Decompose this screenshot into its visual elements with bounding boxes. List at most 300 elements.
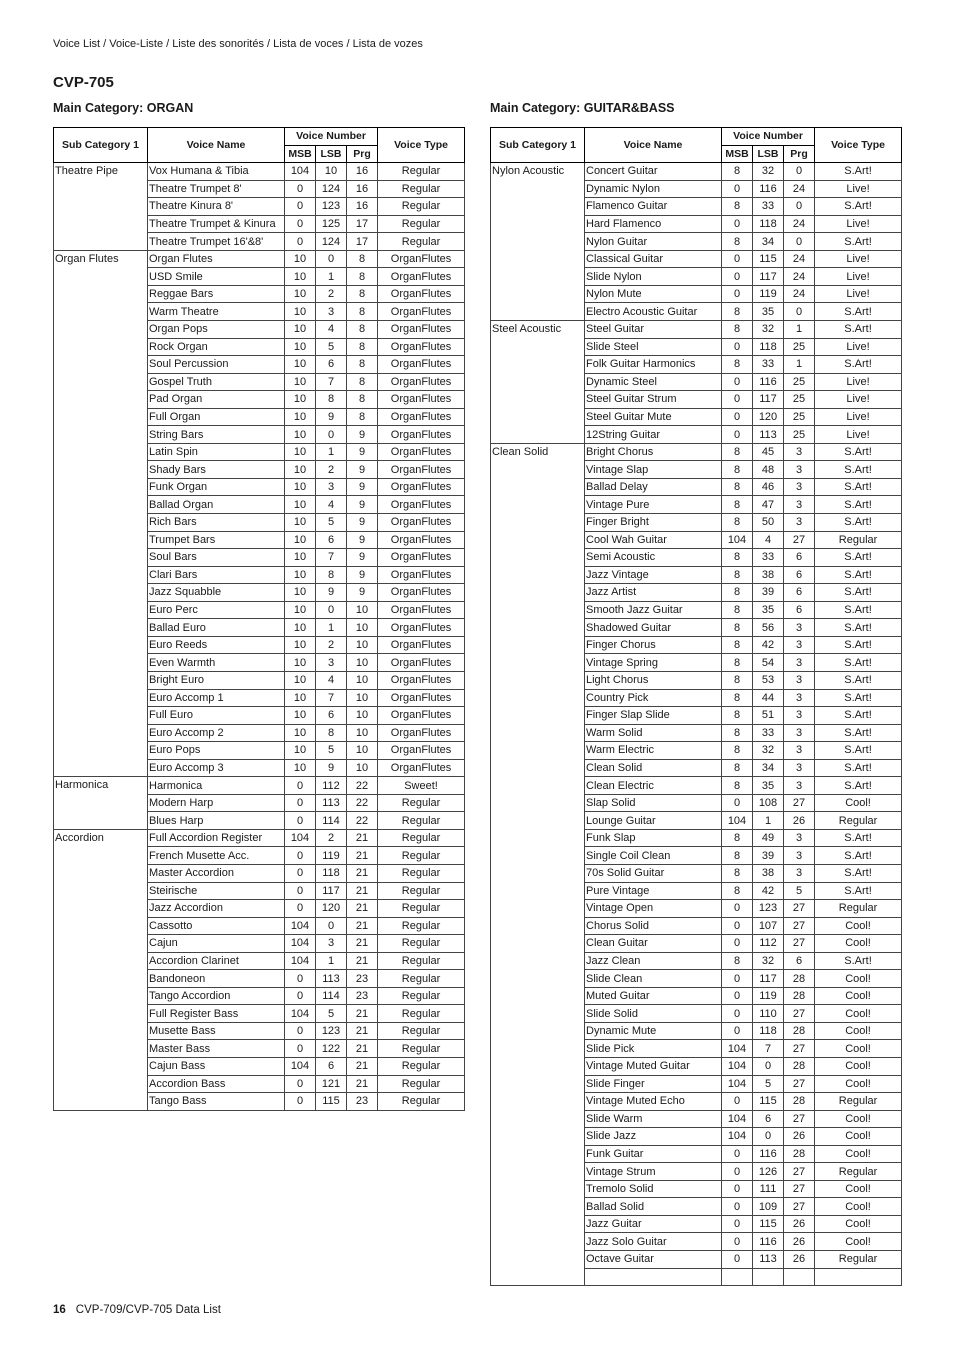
page-number: 16: [53, 1304, 66, 1316]
voice-name-cell: Steirische: [148, 882, 285, 900]
voice-type-cell: Cool!: [815, 1233, 902, 1251]
msb-cell: 104: [722, 1110, 753, 1128]
prg-cell: 3: [784, 636, 815, 654]
lsb-cell: 112: [753, 935, 784, 953]
lsb-cell: 118: [316, 864, 347, 882]
voice-name-cell: Shady Bars: [148, 461, 285, 479]
lsb-cell: 9: [316, 759, 347, 777]
voice-name-cell: Funk Guitar: [585, 1145, 722, 1163]
prg-cell: 9: [347, 496, 378, 514]
voice-name-cell: Folk Guitar Harmonics: [585, 356, 722, 374]
voice-name-cell: Funk Organ: [148, 478, 285, 496]
voice-name-cell: Slide Nylon: [585, 268, 722, 286]
msb-cell: 8: [722, 198, 753, 216]
prg-cell: 3: [784, 742, 815, 760]
voice-type-cell: OrganFlutes: [378, 303, 465, 321]
lsb-cell: 54: [753, 654, 784, 672]
lsb-cell: 0: [753, 1128, 784, 1146]
lsb-cell: 6: [753, 1110, 784, 1128]
prg-cell: 3: [784, 461, 815, 479]
msb-cell: 10: [285, 707, 316, 725]
prg-cell: 26: [784, 1251, 815, 1269]
voice-type-cell: Regular: [815, 812, 902, 830]
voice-name-cell: Jazz Solo Guitar: [585, 1233, 722, 1251]
voice-type-cell: S.Art!: [815, 478, 902, 496]
header-prg: Prg: [784, 145, 815, 163]
prg-cell: 9: [347, 566, 378, 584]
voice-name-cell: Slide Pick: [585, 1040, 722, 1058]
voice-name-cell: Hard Flamenco: [585, 215, 722, 233]
prg-cell: 17: [347, 215, 378, 233]
lsb-cell: 6: [316, 1057, 347, 1075]
lsb-cell: 118: [753, 215, 784, 233]
voice-name-cell: Octave Guitar: [585, 1251, 722, 1269]
voice-type-cell: Cool!: [815, 1128, 902, 1146]
msb-cell: 8: [722, 724, 753, 742]
msb-cell: 10: [285, 461, 316, 479]
voice-type-cell: Regular: [378, 952, 465, 970]
msb-cell: 8: [722, 514, 753, 532]
msb-cell: 0: [722, 1215, 753, 1233]
prg-cell: 27: [784, 1110, 815, 1128]
prg-cell: 3: [784, 864, 815, 882]
voice-type-cell: Cool!: [815, 970, 902, 988]
msb-cell: 8: [722, 584, 753, 602]
voice-name-cell: Warm Theatre: [148, 303, 285, 321]
lsb-cell: 115: [316, 1093, 347, 1111]
prg-cell: 0: [784, 198, 815, 216]
voice-name-cell: Jazz Artist: [585, 584, 722, 602]
voice-name-cell: Ballad Solid: [585, 1198, 722, 1216]
voice-name-cell: Master Bass: [148, 1040, 285, 1058]
voice-type-cell: OrganFlutes: [378, 724, 465, 742]
lsb-cell: 123: [753, 900, 784, 918]
voice-type-cell: Cool!: [815, 1005, 902, 1023]
msb-cell: 10: [285, 601, 316, 619]
msb-cell: 0: [722, 391, 753, 409]
prg-cell: 3: [784, 443, 815, 461]
lsb-cell: 33: [753, 549, 784, 567]
prg-cell: 8: [347, 285, 378, 303]
lsb-cell: 109: [753, 1198, 784, 1216]
lsb-cell: 121: [316, 1075, 347, 1093]
lsb-cell: 9: [316, 408, 347, 426]
msb-cell: 8: [722, 707, 753, 725]
prg-cell: 21: [347, 935, 378, 953]
prg-cell: 21: [347, 829, 378, 847]
lsb-cell: 8: [316, 391, 347, 409]
prg-cell: 10: [347, 724, 378, 742]
lsb-cell: 39: [753, 847, 784, 865]
msb-cell: 0: [285, 1093, 316, 1111]
msb-cell: 0: [722, 1005, 753, 1023]
msb-cell: 8: [722, 303, 753, 321]
prg-cell: 8: [347, 408, 378, 426]
lsb-cell: 123: [316, 198, 347, 216]
voice-type-cell: Cool!: [815, 794, 902, 812]
msb-cell: 8: [722, 461, 753, 479]
voice-type-cell: Cool!: [815, 935, 902, 953]
lsb-cell: 111: [753, 1180, 784, 1198]
voice-name-cell: Chorus Solid: [585, 917, 722, 935]
msb-cell: 8: [722, 163, 753, 181]
lsb-cell: 3: [316, 478, 347, 496]
prg-cell: 21: [347, 1075, 378, 1093]
lsb-cell: 119: [753, 285, 784, 303]
voice-type-cell: S.Art!: [815, 584, 902, 602]
voice-name-cell: Organ Flutes: [148, 250, 285, 268]
voice-type-cell: OrganFlutes: [378, 443, 465, 461]
voice-name-cell: Nylon Guitar: [585, 233, 722, 251]
msb-cell: 10: [285, 759, 316, 777]
lsb-cell: 32: [753, 742, 784, 760]
voice-type-cell: S.Art!: [815, 619, 902, 637]
prg-cell: 8: [347, 338, 378, 356]
voice-type-cell: Live!: [815, 285, 902, 303]
lsb-cell: 53: [753, 671, 784, 689]
msb-cell: 104: [722, 1128, 753, 1146]
prg-cell: 3: [784, 478, 815, 496]
voice-type-cell: Live!: [815, 338, 902, 356]
lsb-cell: 116: [753, 1145, 784, 1163]
prg-cell: 8: [347, 356, 378, 374]
msb-cell: 10: [285, 303, 316, 321]
lsb-cell: 50: [753, 514, 784, 532]
prg-cell: 10: [347, 601, 378, 619]
prg-cell: 10: [347, 707, 378, 725]
lsb-cell: 110: [753, 1005, 784, 1023]
lsb-cell: 0: [316, 917, 347, 935]
lsb-cell: 1: [753, 812, 784, 830]
lsb-cell: 32: [753, 163, 784, 181]
voice-type-cell: OrganFlutes: [378, 636, 465, 654]
table-row: [54, 777, 465, 795]
voice-type-cell: [815, 1268, 902, 1286]
voice-name-cell: Bright Chorus: [585, 443, 722, 461]
voice-name-cell: Vintage Strum: [585, 1163, 722, 1181]
lsb-cell: 113: [753, 426, 784, 444]
header-voice-name: Voice Name: [585, 128, 722, 163]
voice-type-cell: Cool!: [815, 1075, 902, 1093]
voice-type-cell: S.Art!: [815, 163, 902, 181]
header-voice-number: Voice Number: [285, 128, 378, 146]
lsb-cell: 2: [316, 285, 347, 303]
prg-cell: 25: [784, 338, 815, 356]
voice-name-cell: Euro Accomp 2: [148, 724, 285, 742]
table-row: [54, 829, 465, 847]
voice-type-cell: OrganFlutes: [378, 373, 465, 391]
prg-cell: 27: [784, 1198, 815, 1216]
lsb-cell: 4: [316, 496, 347, 514]
prg-cell: 9: [347, 584, 378, 602]
lsb-cell: 2: [316, 829, 347, 847]
lsb-cell: 108: [753, 794, 784, 812]
model-title: CVP-705: [53, 74, 114, 91]
msb-cell: 8: [722, 619, 753, 637]
lsb-cell: 119: [753, 987, 784, 1005]
voice-name-cell: Cajun Bass: [148, 1057, 285, 1075]
msb-cell: 0: [285, 847, 316, 865]
prg-cell: 6: [784, 952, 815, 970]
prg-cell: 6: [784, 566, 815, 584]
msb-cell: 10: [285, 268, 316, 286]
voice-name-cell: Jazz Squabble: [148, 584, 285, 602]
msb-cell: 0: [722, 987, 753, 1005]
lsb-cell: 113: [316, 794, 347, 812]
lsb-cell: 120: [753, 408, 784, 426]
voice-name-cell: Theatre Trumpet 16'&8': [148, 233, 285, 251]
voice-name-cell: Electro Acoustic Guitar: [585, 303, 722, 321]
prg-cell: 0: [784, 233, 815, 251]
sub-category-cell: Accordion: [54, 829, 148, 1110]
voice-type-cell: S.Art!: [815, 601, 902, 619]
voice-name-cell: Euro Accomp 1: [148, 689, 285, 707]
prg-cell: 21: [347, 1040, 378, 1058]
msb-cell: 104: [722, 812, 753, 830]
msb-cell: 8: [722, 233, 753, 251]
voice-name-cell: Vintage Muted Echo: [585, 1093, 722, 1111]
msb-cell: 0: [285, 1022, 316, 1040]
msb-cell: 10: [285, 285, 316, 303]
voice-type-cell: Regular: [378, 233, 465, 251]
voice-type-cell: Regular: [378, 1040, 465, 1058]
voice-name-cell: Slide Steel: [585, 338, 722, 356]
voice-type-cell: S.Art!: [815, 496, 902, 514]
table-row: [54, 163, 465, 181]
voice-name-cell: Vox Humana & Tibia: [148, 163, 285, 181]
prg-cell: 28: [784, 970, 815, 988]
table-body: [491, 163, 902, 1286]
lsb-cell: 119: [316, 847, 347, 865]
voice-type-cell: Regular: [815, 900, 902, 918]
lsb-cell: 32: [753, 321, 784, 339]
lsb-cell: 114: [316, 812, 347, 830]
voice-type-cell: Regular: [378, 794, 465, 812]
prg-cell: 24: [784, 285, 815, 303]
voice-name-cell: Theatre Trumpet & Kinura: [148, 215, 285, 233]
voice-name-cell: Clean Guitar: [585, 935, 722, 953]
voice-name-cell: Theatre Kinura 8': [148, 198, 285, 216]
prg-cell: 27: [784, 1180, 815, 1198]
voice-type-cell: OrganFlutes: [378, 584, 465, 602]
msb-cell: 0: [722, 1022, 753, 1040]
header-msb: MSB: [722, 145, 753, 163]
voice-type-cell: Cool!: [815, 1145, 902, 1163]
lsb-cell: 56: [753, 619, 784, 637]
voice-type-cell: OrganFlutes: [378, 321, 465, 339]
prg-cell: 24: [784, 268, 815, 286]
prg-cell: 21: [347, 882, 378, 900]
lsb-cell: 113: [316, 970, 347, 988]
voice-type-cell: OrganFlutes: [378, 601, 465, 619]
msb-cell: 8: [722, 864, 753, 882]
voice-name-cell: Vintage Spring: [585, 654, 722, 672]
voice-name-cell: Warm Solid: [585, 724, 722, 742]
voice-name-cell: Pad Organ: [148, 391, 285, 409]
voice-name-cell: Bandoneon: [148, 970, 285, 988]
voice-name-cell: Blues Harp: [148, 812, 285, 830]
voice-name-cell: Steel Guitar Strum: [585, 391, 722, 409]
prg-cell: 3: [784, 671, 815, 689]
voice-type-cell: OrganFlutes: [378, 671, 465, 689]
voice-type-cell: Regular: [378, 215, 465, 233]
voice-type-cell: Cool!: [815, 1180, 902, 1198]
msb-cell: 8: [722, 478, 753, 496]
voice-name-cell: Country Pick: [585, 689, 722, 707]
lsb-cell: 10: [316, 163, 347, 181]
voice-name-cell: Cassotto: [148, 917, 285, 935]
prg-cell: 27: [784, 900, 815, 918]
voice-type-cell: S.Art!: [815, 847, 902, 865]
msb-cell: 0: [722, 426, 753, 444]
lsb-cell: 45: [753, 443, 784, 461]
prg-cell: 27: [784, 935, 815, 953]
lsb-cell: 47: [753, 496, 784, 514]
footer-text: CVP-709/CVP-705 Data List: [75, 1304, 221, 1316]
voice-type-cell: Regular: [378, 1075, 465, 1093]
msb-cell: 0: [285, 215, 316, 233]
voice-name-cell: Full Euro: [148, 707, 285, 725]
lsb-cell: [753, 1268, 784, 1286]
prg-cell: 27: [784, 1005, 815, 1023]
lsb-cell: 6: [316, 531, 347, 549]
lsb-cell: 122: [316, 1040, 347, 1058]
lsb-cell: 7: [316, 689, 347, 707]
voice-type-cell: S.Art!: [815, 461, 902, 479]
voice-type-cell: Regular: [378, 987, 465, 1005]
voice-name-cell: Dynamic Steel: [585, 373, 722, 391]
msb-cell: 10: [285, 338, 316, 356]
msb-cell: 0: [722, 373, 753, 391]
voice-type-cell: Live!: [815, 250, 902, 268]
voice-type-cell: S.Art!: [815, 549, 902, 567]
prg-cell: 24: [784, 215, 815, 233]
voice-name-cell: Muted Guitar: [585, 987, 722, 1005]
voice-name-cell: Pure Vintage: [585, 882, 722, 900]
prg-cell: 22: [347, 794, 378, 812]
voice-name-cell: Cool Wah Guitar: [585, 531, 722, 549]
prg-cell: 27: [784, 1040, 815, 1058]
prg-cell: 22: [347, 777, 378, 795]
voice-name-cell: Latin Spin: [148, 443, 285, 461]
prg-cell: 10: [347, 654, 378, 672]
msb-cell: 8: [722, 847, 753, 865]
prg-cell: 21: [347, 847, 378, 865]
prg-cell: 6: [784, 601, 815, 619]
msb-cell: 104: [285, 1057, 316, 1075]
prg-cell: 3: [784, 777, 815, 795]
prg-cell: 5: [784, 882, 815, 900]
voice-name-cell: Full Register Bass: [148, 1005, 285, 1023]
msb-cell: 10: [285, 584, 316, 602]
voice-name-cell: Dynamic Mute: [585, 1022, 722, 1040]
prg-cell: 26: [784, 1128, 815, 1146]
prg-cell: 9: [347, 443, 378, 461]
prg-cell: 22: [347, 812, 378, 830]
voice-name-cell: USD Smile: [148, 268, 285, 286]
prg-cell: 9: [347, 426, 378, 444]
voice-type-cell: Regular: [815, 1093, 902, 1111]
lsb-cell: 33: [753, 198, 784, 216]
prg-cell: 27: [784, 531, 815, 549]
msb-cell: 0: [285, 970, 316, 988]
voice-name-cell: Even Warmth: [148, 654, 285, 672]
voice-name-cell: Soul Percussion: [148, 356, 285, 374]
header-sub-category: Sub Category 1: [54, 128, 148, 163]
msb-cell: 8: [722, 443, 753, 461]
voice-type-cell: Cool!: [815, 987, 902, 1005]
header-voice-number: Voice Number: [722, 128, 815, 146]
voice-type-cell: Cool!: [815, 1198, 902, 1216]
table-row: [491, 443, 902, 461]
lsb-cell: 2: [316, 636, 347, 654]
lsb-cell: 112: [316, 777, 347, 795]
msb-cell: 0: [285, 198, 316, 216]
prg-cell: 23: [347, 1093, 378, 1111]
prg-cell: 6: [784, 584, 815, 602]
lsb-cell: 39: [753, 584, 784, 602]
lsb-cell: 117: [753, 970, 784, 988]
prg-cell: 27: [784, 1075, 815, 1093]
voice-type-cell: Cool!: [815, 1040, 902, 1058]
msb-cell: 8: [722, 356, 753, 374]
msb-cell: 0: [722, 794, 753, 812]
lsb-cell: 117: [753, 391, 784, 409]
lsb-cell: 123: [316, 1022, 347, 1040]
voice-name-cell: Gospel Truth: [148, 373, 285, 391]
msb-cell: 10: [285, 514, 316, 532]
msb-cell: 0: [722, 1163, 753, 1181]
lsb-cell: 0: [316, 601, 347, 619]
prg-cell: 3: [784, 759, 815, 777]
prg-cell: 3: [784, 514, 815, 532]
voice-name-cell: Accordion Bass: [148, 1075, 285, 1093]
category-title-guitar-bass: Main Category: GUITAR&BASS: [490, 101, 675, 115]
prg-cell: 16: [347, 163, 378, 181]
voice-name-cell: Bright Euro: [148, 671, 285, 689]
voice-type-cell: Sweet!: [378, 777, 465, 795]
lsb-cell: 33: [753, 356, 784, 374]
lsb-cell: 4: [316, 321, 347, 339]
prg-cell: 3: [784, 619, 815, 637]
msb-cell: 104: [285, 829, 316, 847]
prg-cell: 17: [347, 233, 378, 251]
prg-cell: 21: [347, 917, 378, 935]
lsb-cell: 4: [316, 671, 347, 689]
header-voice-name: Voice Name: [148, 128, 285, 163]
voice-name-cell: Slide Solid: [585, 1005, 722, 1023]
msb-cell: 10: [285, 443, 316, 461]
msb-cell: 0: [722, 1093, 753, 1111]
msb-cell: 10: [285, 478, 316, 496]
header-msb: MSB: [285, 145, 316, 163]
voice-name-cell: Jazz Guitar: [585, 1215, 722, 1233]
voice-name-cell: Dynamic Nylon: [585, 180, 722, 198]
msb-cell: 0: [722, 1233, 753, 1251]
voice-name-cell: Ballad Euro: [148, 619, 285, 637]
voice-type-cell: Live!: [815, 268, 902, 286]
msb-cell: 104: [722, 1075, 753, 1093]
voice-name-cell: Rich Bars: [148, 514, 285, 532]
voice-name-cell: Theatre Trumpet 8': [148, 180, 285, 198]
msb-cell: 0: [722, 1180, 753, 1198]
lsb-cell: 8: [316, 724, 347, 742]
msb-cell: 104: [285, 917, 316, 935]
msb-cell: 0: [285, 882, 316, 900]
voice-type-cell: S.Art!: [815, 707, 902, 725]
lsb-cell: 1: [316, 619, 347, 637]
lsb-cell: 113: [753, 1251, 784, 1269]
